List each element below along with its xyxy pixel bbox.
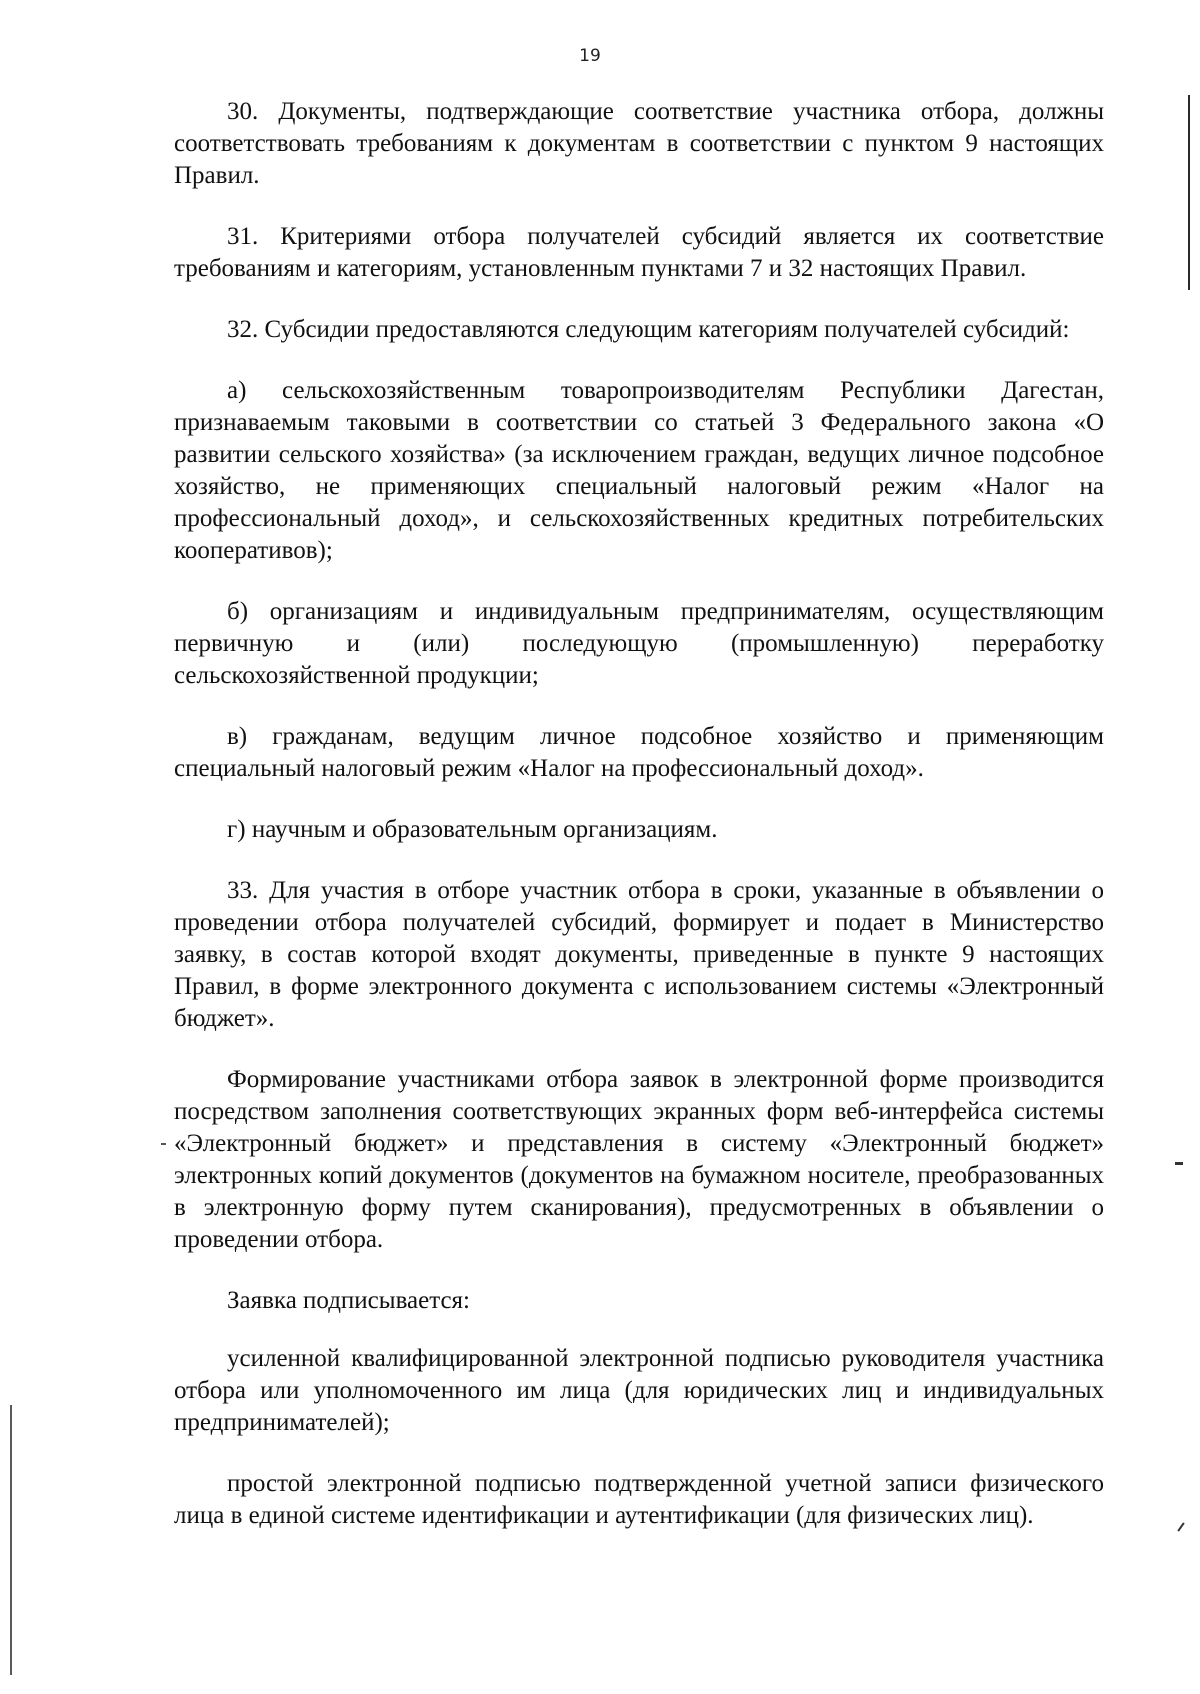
paragraph-32: 32. Субсидии предоставляются следующим категориям получателей субсидий:: [227, 316, 1070, 343]
paragraph-33-formation: Формирование участниками отбора заявок в электронной форме производится посредством заполнения соответствующих экранных форм веб-интерфейса системы «Электронный бюджет» и представления в систему «Электронный бюджет» электронных копий документов (документов на бумажном носителе, преобразованных в электронную форму путем сканирования), предусмотренных в объявлении о проведении отбора.: [174, 1066, 1104, 1253]
paragraph-32-item-b: б) организациям и индивидуальным предпринимателям, осуществляющим первичную и (или) последующую (промышленную) переработку сельскохозяйственной продукции;: [174, 598, 1104, 689]
paragraph-33-signing-intro: Заявка подписывается:: [227, 1287, 471, 1314]
paragraph-31: 31. Критериями отбора получателей субсидий является их соответствие требованиям и категориям, установленным пунктами 7 и 32 настоящих Правил.: [174, 223, 1104, 282]
scan-speck: [1177, 1522, 1184, 1531]
paragraph-30: 30. Документы, подтверждающие соответствие участника отбора, должны соответствовать требованиям к документам в соответствии с пунктом 9 настоящих Правил.: [174, 98, 1104, 189]
page-number-text: 19: [579, 46, 601, 66]
paragraph-33-signing-simple: простой электронной подписью подтвержденной учетной записи физического лица в единой системе идентификации и аутентификации (для физических лиц).: [174, 1470, 1104, 1529]
scan-speck: [161, 1143, 166, 1145]
paragraph-32-item-v: в) гражданам, ведущим личное подсобное хозяйство и применяющим специальный налоговый режим «Налог на профессиональный доход».: [174, 723, 1104, 782]
page-number: [0, 46, 1200, 66]
document-body: [174, 96, 1104, 1532]
paragraph-32-item-a: а) сельскохозяйственным товаропроизводителям Республики Дагестан, признаваемым таковыми в соответствии со статьей 3 Федерального закона «О развитии сельского хозяйства» (за исключением граждан, ведущих личное подсобное хозяйство, не применяющих специальный налоговый режим «Налог на профессиональный доход», и сельскохозяйственных кредитных потребительских кооперативов);: [174, 377, 1104, 564]
scan-speck: [1175, 1162, 1183, 1165]
paragraph-33-signing-qualified: усиленной квалифицированной электронной подписью руководителя участника отбора или уполномоченного им лица (для юридических лиц и индивидуальных предпринимателей);: [174, 1345, 1104, 1436]
paragraph-33: 33. Для участия в отборе участник отбора в сроки, указанные в объявлении о проведении отбора получателей субсидий, формирует и подает в Министерство заявку, в состав которой входят документы, приведенные в пункте 9 настоящих Правил, в форме электронного документа с использованием системы «Электронный бюджет».: [174, 877, 1104, 1032]
scan-edge-mark-left: [10, 1405, 12, 1675]
scan-edge-mark-right: [1188, 95, 1190, 290]
paragraph-32-item-g: г) научным и образовательным организациям.: [227, 816, 718, 843]
